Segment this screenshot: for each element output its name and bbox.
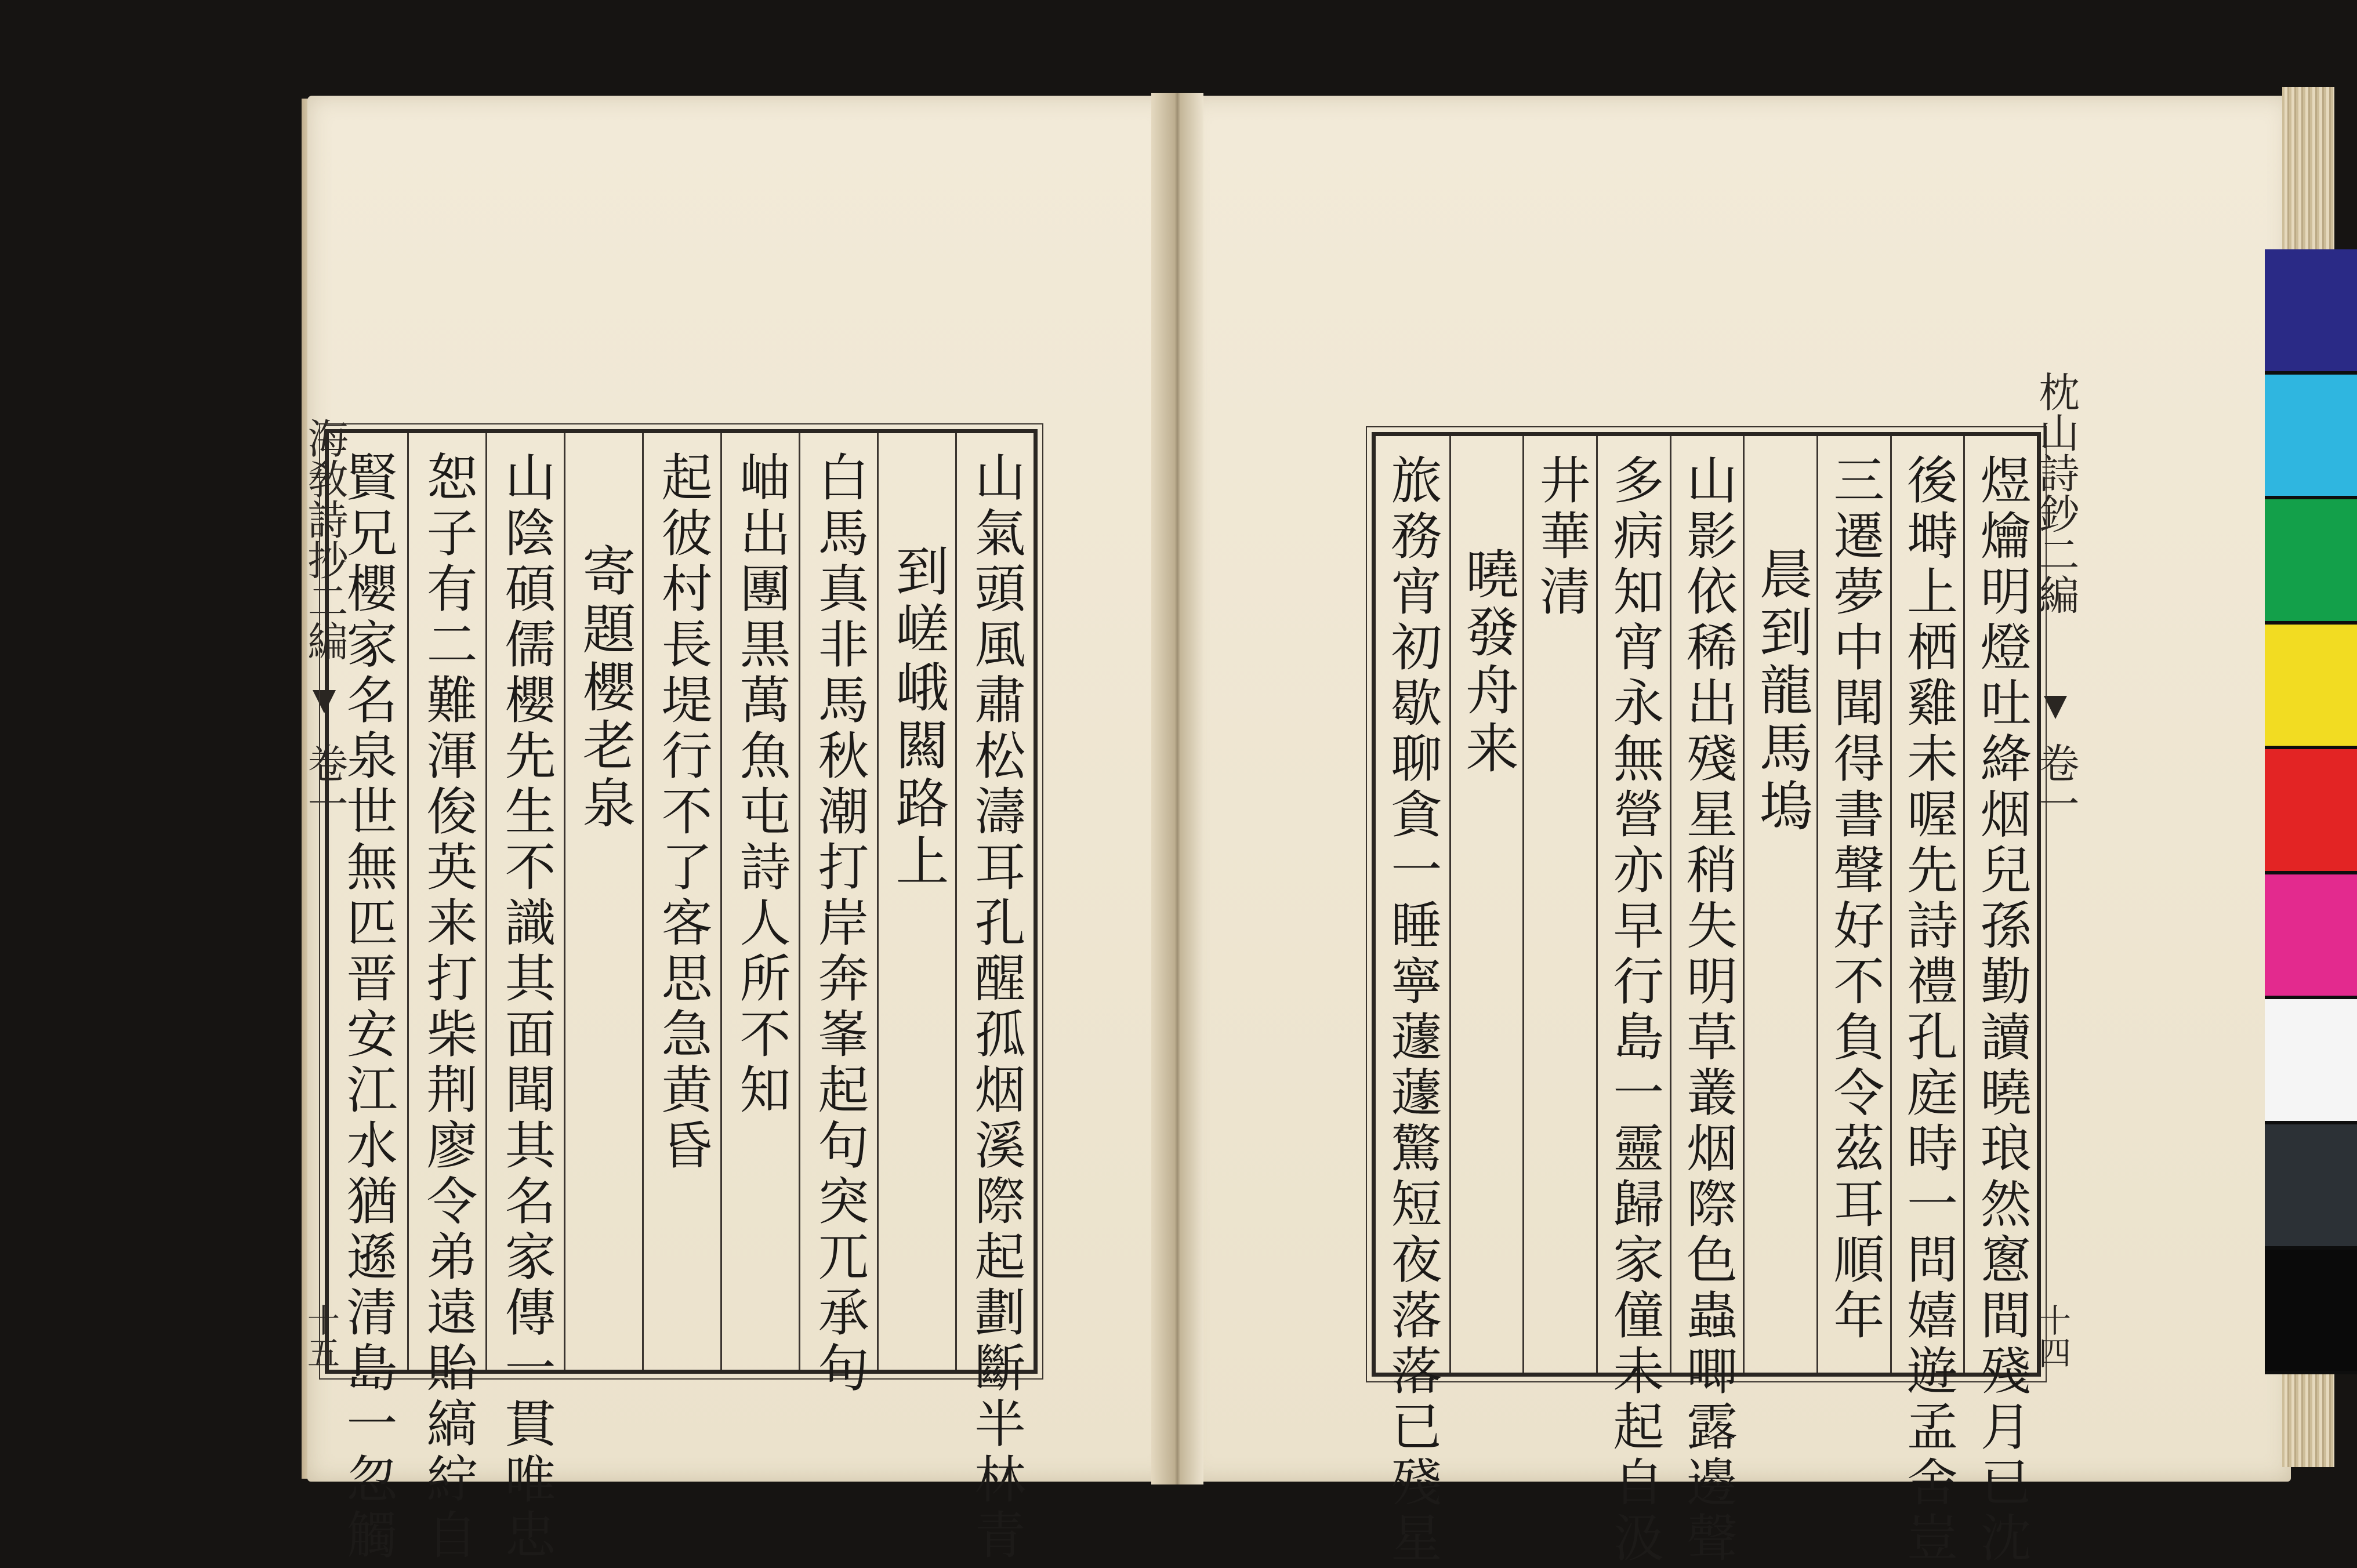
text-column (1670, 436, 1745, 1567)
poem-title: 到嵯峨闗路上 (887, 543, 949, 891)
text-column (1522, 436, 1598, 1373)
poem-line: 井華清 (1531, 453, 1591, 620)
text-column (485, 433, 565, 1564)
poem-title: 晨到龍馬塢 (1750, 546, 1813, 836)
color-swatch (2265, 1124, 2357, 1250)
color-swatch (2265, 375, 2357, 500)
text-column (1596, 436, 1671, 1567)
poem-line: 起彼村長堤行不了客思急黄昏 (653, 451, 713, 1174)
color-swatch (2265, 749, 2357, 874)
poem-line: 旅務宵初歇聊貪一睡寧蘧蘧驚短夜落落已殘星 (1383, 453, 1443, 1567)
right-margin-volume: 卷一 (2032, 742, 2080, 823)
left-text-frame (325, 429, 1038, 1564)
text-column (642, 433, 722, 1370)
poem-line: 多病知宵永無營亦早行島一靈歸家僮未起自汲 (1605, 453, 1665, 1567)
text-column (1743, 436, 1818, 1373)
poem-line: 賢兄櫻家名泉世無匹晋安江水猶遜清島一忽觸 (338, 451, 398, 1564)
text-column (720, 433, 800, 1370)
book-gutter (1151, 93, 1203, 1484)
poem-line: 煜爚明燈吐絳烟兒孫勤讀曉琅然窻間殘月已沈 (1972, 453, 2032, 1567)
left-margin-volume: 卷一 (301, 742, 349, 823)
poem-line: 山氣頭風肅松濤耳孔醒孤烟溪際起劃斷半林青 (966, 451, 1027, 1564)
text-column (877, 433, 957, 1370)
text-column (1816, 436, 1892, 1373)
poem-title: 寄題櫻老泉 (574, 543, 636, 833)
poem-line: 恕子有二難渾俊英来打柴荆廖令弟遠貽縞紵自 (418, 451, 478, 1564)
poem-line: 山陰碩儒櫻先生不識其面聞其名家傳一貫唯忠 (496, 451, 557, 1564)
right-margin-title: 枕山詩鈔二編 (2032, 371, 2080, 615)
text-column (1963, 436, 2039, 1567)
left-margin-folio: 十五 (302, 1304, 340, 1369)
color-swatch (2265, 499, 2357, 625)
right-margin-folio: 十四 (2033, 1304, 2071, 1369)
color-swatch (2265, 249, 2357, 375)
color-swatch (2265, 874, 2357, 1000)
text-column (799, 433, 879, 1397)
poem-line: 山影依稀出殘星稍失明草叢烟際色蟲唧露邊聲 (1678, 453, 1738, 1567)
text-column (564, 433, 644, 1370)
poem-line: 白馬真非馬秋潮打岸奔峯起句突兀承句 (810, 451, 870, 1397)
poem-line: 岫出團黒萬魚屯詩人所不知 (731, 451, 792, 1119)
text-column (1449, 436, 1525, 1373)
poem-title: 曉發舟来 (1456, 546, 1519, 778)
color-calibration-card (2265, 249, 2357, 1374)
text-column (955, 433, 1035, 1564)
color-swatch (2265, 1250, 2357, 1375)
poem-line: 後塒上栖雞未喔先詩禮孔庭時一問嬉遊孟舍豈 (1898, 453, 1959, 1567)
text-column (1376, 436, 1449, 1567)
right-text-frame (1372, 432, 2041, 1567)
poem-line: 三遷夢中聞得書聲好不負令茲耳順年 (1825, 453, 1885, 1344)
text-column (329, 433, 407, 1564)
left-margin-title: 海敎詩抄二編 (301, 418, 349, 661)
text-column (1890, 436, 1966, 1567)
color-swatch (2265, 999, 2357, 1124)
color-swatch (2265, 625, 2357, 750)
fish-tail-mark-icon (2044, 696, 2067, 719)
right-page-margin (2032, 371, 2080, 1369)
text-column (407, 433, 487, 1564)
